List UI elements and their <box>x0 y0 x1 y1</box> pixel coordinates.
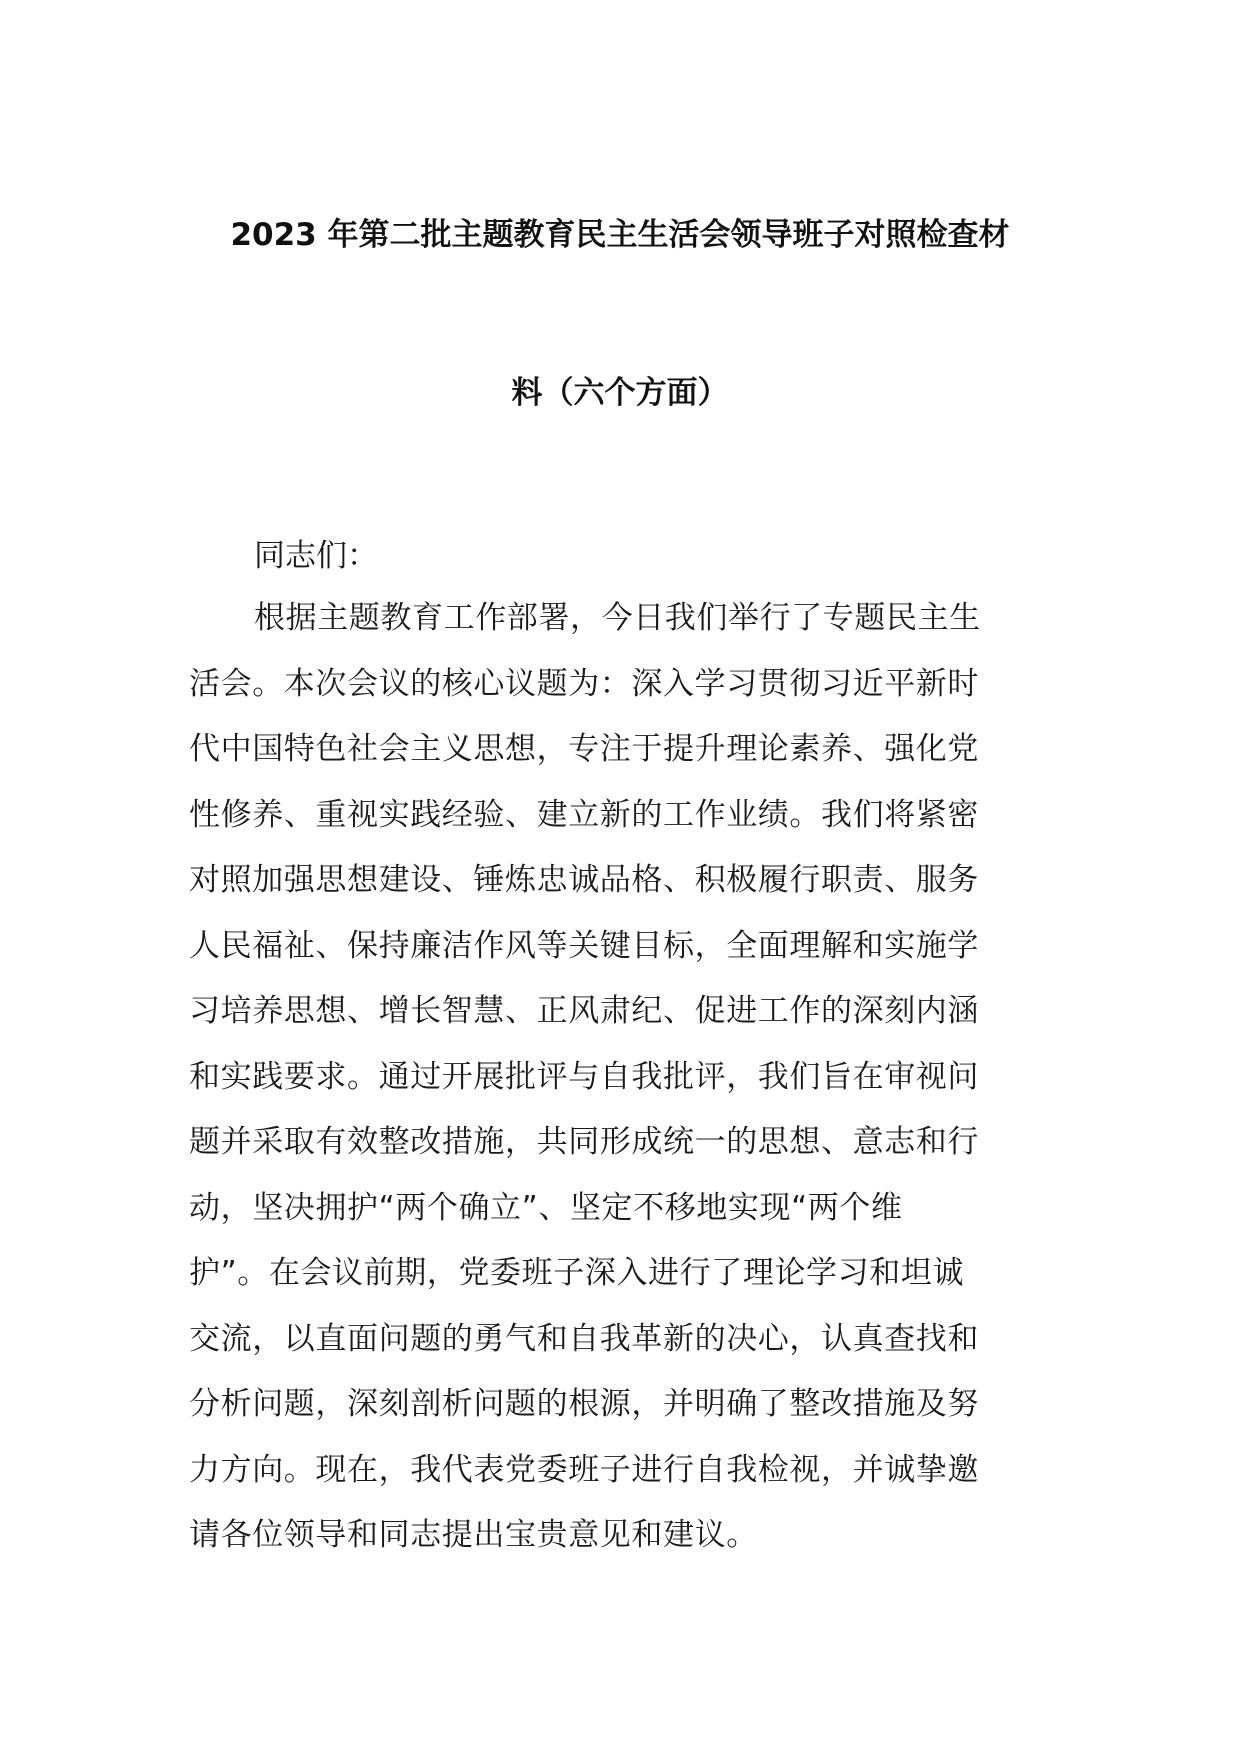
body-paragraph <box>189 598 1049 1581</box>
body-line: 力方向。现在，我代表党委班子进行自我检视，并诚挚邀 <box>189 1451 979 1488</box>
body-line: 请各位领导和同志提出宝贵意见和建议。 <box>189 1517 758 1553</box>
body-line: 题并采取有效整改措施，共同形成统一的思想、意志和行 <box>189 1124 979 1160</box>
body-line: 交流，以直面问题的勇气和自我革新的决心，认真查找和 <box>189 1320 979 1357</box>
body-line: 根据主题教育工作部署，今日我们举行了专题民主生 <box>254 600 981 636</box>
body-line: 人民福祉、保持廉洁作风等关键目标，全面理解和实施学 <box>189 927 979 964</box>
body-line: 和实践要求。通过开展批评与自我批评，我们旨在审视问 <box>189 1058 979 1095</box>
greeting: 同志们： <box>254 538 378 574</box>
body-line: 动，坚决拥护“两个确立”、坚定不移地实现“两个维 <box>189 1189 903 1226</box>
body-line: 活会。本次会议的核心议题为：深入学习贯彻习近平新时 <box>189 665 979 702</box>
body-line: 习培养思想、增长智慧、正风肃纪、促进工作的深刻内涵 <box>189 993 979 1029</box>
body-line: 护”。在会议前期，党委班子深入进行了理论学习和坦诚 <box>189 1255 965 1291</box>
body-line: 对照加强思想建设、锤炼忠诚品格、积极履行职责、服务 <box>189 862 979 898</box>
body-line: 代中国特色社会主义思想，专注于提升理论素养、强化党 <box>189 731 979 767</box>
body-line: 性修养、重视实践经验、建立新的工作业绩。我们将紧密 <box>189 796 979 833</box>
document-title-line-1: 2023 年第二批主题教育民主生活会领导班子对照检查材 <box>230 217 1010 253</box>
document-title-line-2: 料（六个方面） <box>511 375 729 411</box>
body-line: 分析问题，深刻剖析问题的根源，并明确了整改措施及努 <box>189 1386 979 1422</box>
